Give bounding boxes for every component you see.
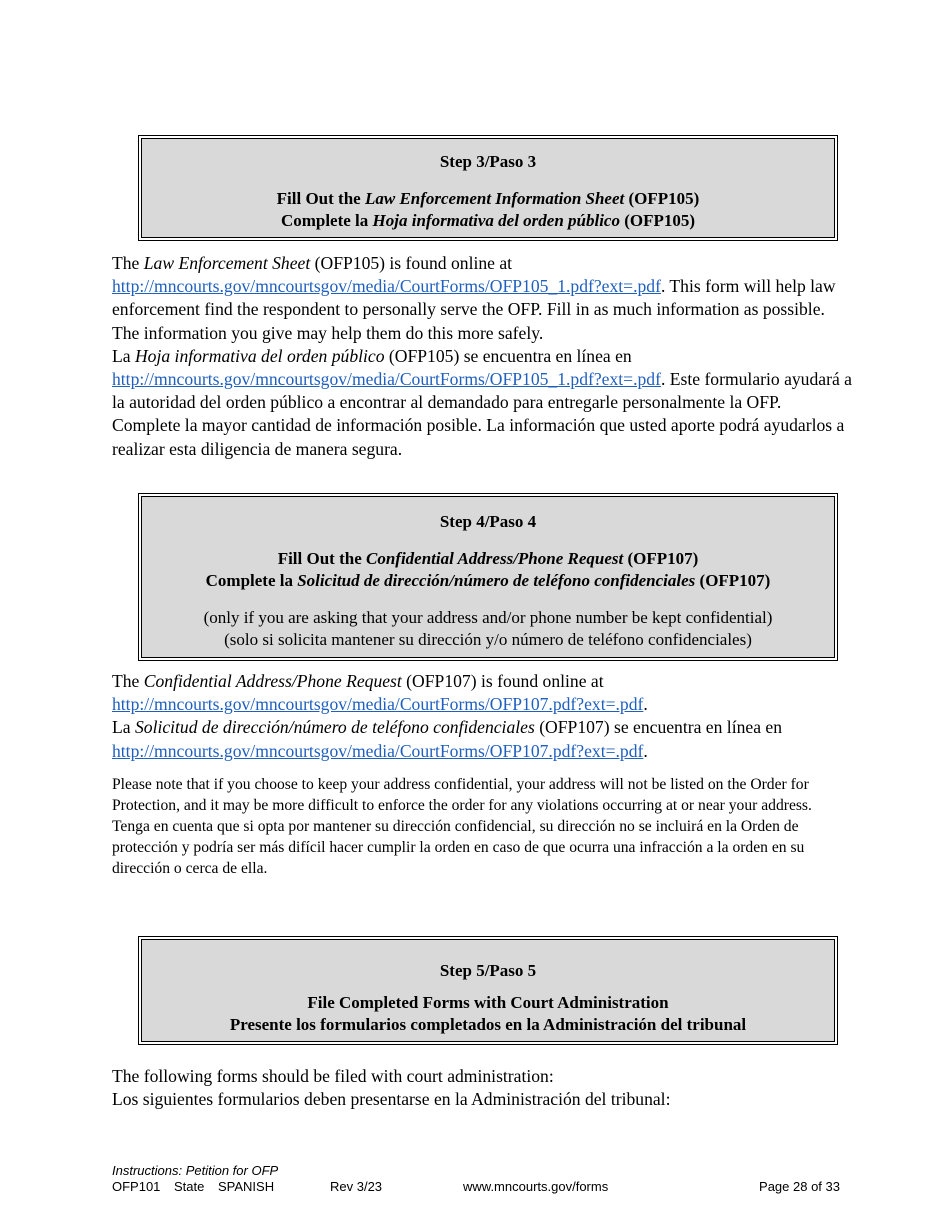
footer-website: www.mncourts.gov/forms: [463, 1179, 609, 1194]
step3-line-es: Complete la Hoja informativa del orden público (OFP105): [280, 211, 696, 230]
confidential-address-note: [112, 774, 842, 879]
step4-line-en: Fill Out the Confidential Address/Phone Request (OFP107): [277, 549, 699, 568]
ofp107-link-en[interactable]: http://mncourts.gov/mncourtsgov/media/CourtForms/OFP107.pdf?ext=.pdf: [112, 694, 644, 715]
step3-instructions: [112, 252, 852, 461]
confidential-note-es: Tenga en cuenta que si opta por mantener su dirección confidencial, su dirección no se incluirá en la Orden de protección y podría ser más difícil hacer cumplir la orden en caso de que ocurra una infracción a la orden en su dirección o cerca de ella.: [112, 818, 805, 877]
step3-box: [138, 135, 838, 241]
footer-page-number: Page 28 of 33: [759, 1179, 840, 1194]
step3-instructions-es: La Hoja informativa del orden público (OFP105) se encuentra en línea en http://mncourts.gov/mncourtsgov/media/CourtForms/OFP105_1.pdf?ext=.pdf. Este formulario ayudará a la autoridad del orden público a encontrar al demandado para entregarle personalmente la OFP. Complete la mayor cantidad de información posible. La información que usted aporte podrá ayudarlos a realizar esta diligencia de manera segura.: [112, 345, 852, 459]
step3-instructions-en: The Law Enforcement Sheet (OFP105) is found online at http://mncourts.gov/mncourtsgov/media/CourtForms/OFP105_1.pdf?ext=.pdf. This form will help law enforcement find the respondent to personally serve the OFP. Fill in as much information as possible. The information you give may help them do this more safely.: [112, 253, 836, 343]
step4-note-en: (only if you are asking that your address and/or phone number be kept confidential): [203, 608, 773, 627]
step4-note-es: (solo si solicita mantener su dirección y/o número de teléfono confidenciales): [224, 630, 752, 649]
ofp105-link-en[interactable]: http://mncourts.gov/mncourtsgov/media/CourtForms/OFP105_1.pdf?ext=.pdf: [112, 276, 661, 297]
step4-title: Step 4/Paso 4: [439, 512, 537, 531]
ofp107-link-es[interactable]: http://mncourts.gov/mncourtsgov/media/CourtForms/OFP107.pdf?ext=.pdf: [112, 740, 644, 761]
step3-title: Step 3/Paso 3: [439, 152, 537, 171]
step5-line-en: File Completed Forms with Court Administration: [307, 993, 669, 1012]
step5-title: Step 5/Paso 5: [439, 961, 537, 980]
page-footer: [112, 1163, 840, 1195]
footer-language: SPANISH: [218, 1179, 275, 1194]
step3-line-en: Fill Out the Law Enforcement Information Sheet (OFP105): [276, 189, 700, 208]
footer-instructions: Instructions: Petition for OFP: [112, 1163, 279, 1178]
footer-form-number: OFP101: [112, 1179, 161, 1194]
step4-line-es: Complete la Solicitud de dirección/número de teléfono confidenciales (OFP107): [205, 571, 771, 590]
confidential-note-en: Please note that if you choose to keep your address confidential, your address will not be listed on the Order for Protection, and it may be more difficult to enforce the order for any violations occurring at or near your address.: [112, 776, 812, 814]
step5-instructions-es: Los siguientes formularios deben presentarse en la Administración del tribunal:: [112, 1089, 671, 1110]
step4-instructions: [112, 670, 852, 763]
step5-box: [138, 936, 838, 1045]
step4-instructions-en: The Confidential Address/Phone Request (OFP107) is found online at http://mncourts.gov/mncourtsgov/media/CourtForms/OFP107.pdf?ext=.pdf.: [112, 671, 648, 715]
step4-box: [138, 493, 838, 661]
step5-instructions: [112, 1065, 852, 1111]
step5-line-es: Presente los formularios completados en la Administración del tribunal: [229, 1015, 747, 1034]
ofp105-link-es[interactable]: http://mncourts.gov/mncourtsgov/media/CourtForms/OFP105_1.pdf?ext=.pdf: [112, 369, 661, 390]
step4-instructions-es: La Solicitud de dirección/número de teléfono confidenciales (OFP107) se encuentra en línea en http://mncourts.gov/mncourtsgov/media/CourtForms/OFP107.pdf?ext=.pdf.: [112, 717, 783, 761]
footer-revision: Rev 3/23: [330, 1179, 383, 1194]
footer-state: State: [174, 1179, 205, 1194]
step5-instructions-en: The following forms should be filed with court administration:: [112, 1066, 554, 1086]
